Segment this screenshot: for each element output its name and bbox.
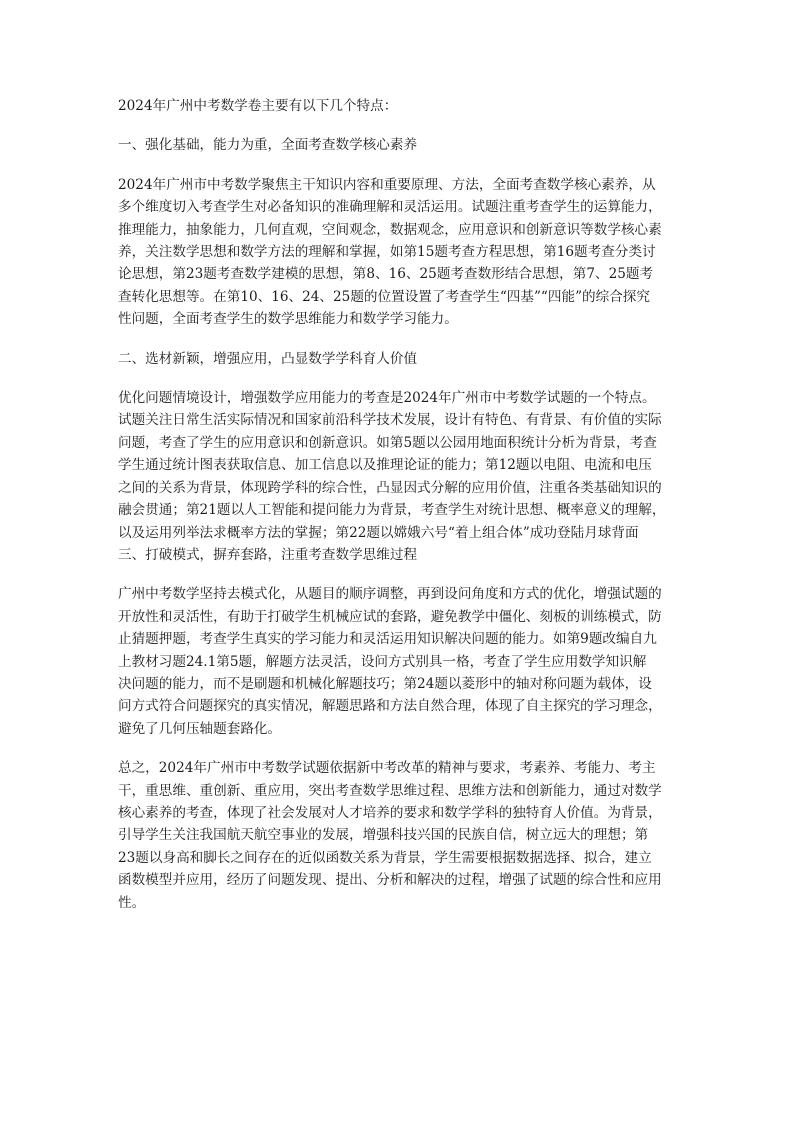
section-1-paragraph [118,174,676,331]
paragraph-line: 23题以身高和脚长之间存在的近似函数关系为背景，学生需要根据数据选择、拟合，建立 [118,849,652,866]
section-3-paragraph [118,583,676,740]
paragraph-line: 引导学生关注我国航天航空事业的发展，增强科技兴国的民族自信，树立远大的理想；第 [118,827,649,844]
paragraph-line: 查转化思想等。在第10、16、24、25题的位置设置了考查学生“四基”“四能”的综合探究 [118,288,650,305]
paragraph-line: 总之，2024年广州市中考数学试题依据新中考改革的精神与要求，考素养、考能力、考主 [118,760,656,777]
paragraph-line: 论思想，第23题考查数学建模的思想，第8、16、25题考查数形结合思想，第7、25题考 [118,266,654,283]
paragraph-line: 开放性和灵活性，有助于打破学生机械应试的套路，避免教学中僵化、刻板的训练模式，防 [118,608,662,625]
paragraph-line: 干，重思维、重创新、重应用，突出考查数学思维过程、思维方法和创新能力，通过对数学 [118,782,662,799]
paragraph-line: 函数模型并应用，经历了问题发现、提出、分析和解决的过程，增强了试题的综合性和应用 [118,872,662,889]
paragraph-line: 性问题，全面考查学生的数学思维能力和数学学习能力。 [118,311,458,328]
section-3-heading: 三、打破模式，摒弃套路，注重考查数学思维过程 [118,546,418,563]
conclusion-paragraph [118,757,676,914]
paragraph-line: 广州中考数学坚持去模式化，从题目的顺序调整，再到设问角度和方式的优化，增强试题的 [118,586,662,603]
paragraph-line: 优化问题情境设计，增强数学应用能力的考查是2024年广州市中考数学试题的一个特点。 [118,390,656,407]
paragraph-line: 止猜题押题，考查学生真实的学习能力和灵活运用知识解决问题的能力。如第9题改编自九 [118,631,657,648]
paragraph-line: 上教材习题24.1第5题，解题方法灵活，设问方式别具一格，考查了学生应用数学知识解 [118,653,647,670]
paragraph-line: 2024年广州市中考数学聚焦主干知识内容和重要原理、方法，全面考查数学核心素养，从 [118,176,656,193]
document-body [118,95,676,931]
section-2-paragraph [118,387,676,544]
paragraph-line: 之间的关系为背景，体现跨学科的综合性，凸显因式分解的应用价值，注重各类基础知识的 [118,479,662,496]
paragraph-line: 养，关注数学思想和数学方法的理解和掌握，如第15题考查方程思想，第16题考查分类讨 [118,244,656,261]
paragraph-line: 核心素养的考查，体现了社会发展对人才培养的要求和数学学科的独特育人价值。为背景， [118,804,662,821]
paragraph-line: 性。 [118,894,146,911]
paragraph-line: 试题关注日常生活实际情况和国家前沿科学技术发展，设计有特色、有背景、有价值的实际 [118,412,662,429]
paragraph-line: 多个维度切入考查学生对必备知识的准确理解和灵活运用。试题注重考查学生的运算能力， [118,199,662,216]
document-intro: 2024年广州中考数学卷主要有以下几个特点： [118,98,398,114]
paragraph-line: 推理能力，抽象能力，几何直观，空间观念，数据观念，应用意识和创新意识等数学核心素 [118,221,662,238]
paragraph-line: 问题，考查了学生的应用意识和创新意识。如第5题以公园用地面积统计分析为背景，考查 [118,434,657,451]
paragraph-line: 以及运用列举法求概率方法的掌握；第22题以嫦娥六号“着上组合体”成功登陆月球背面 [118,524,639,541]
section-2-heading: 二、选材新颖，增强应用，凸显数学学科育人价值 [118,350,418,367]
paragraph-line: 决问题的能力，而不是刷题和机械化解题技巧；第24题以菱形中的轴对称问题为载体，设 [118,675,652,692]
section-1-heading: 一、强化基础，能力为重，全面考查数学核心素养 [118,137,418,154]
paragraph-line: 避免了几何压轴题套路化。 [118,720,282,737]
paragraph-line: 问方式符合问题探究的真实情况，解题思路和方法自然合理，体现了自主探究的学习理念， [118,698,662,715]
paragraph-line: 学生通过统计图表获取信息、加工信息以及推理论证的能力；第12题以电阻、电流和电压 [118,457,652,474]
paragraph-line: 融会贯通；第21题以人工智能和提问能力为背景，考查学生对统计思想、概率意义的理解， [118,502,666,519]
